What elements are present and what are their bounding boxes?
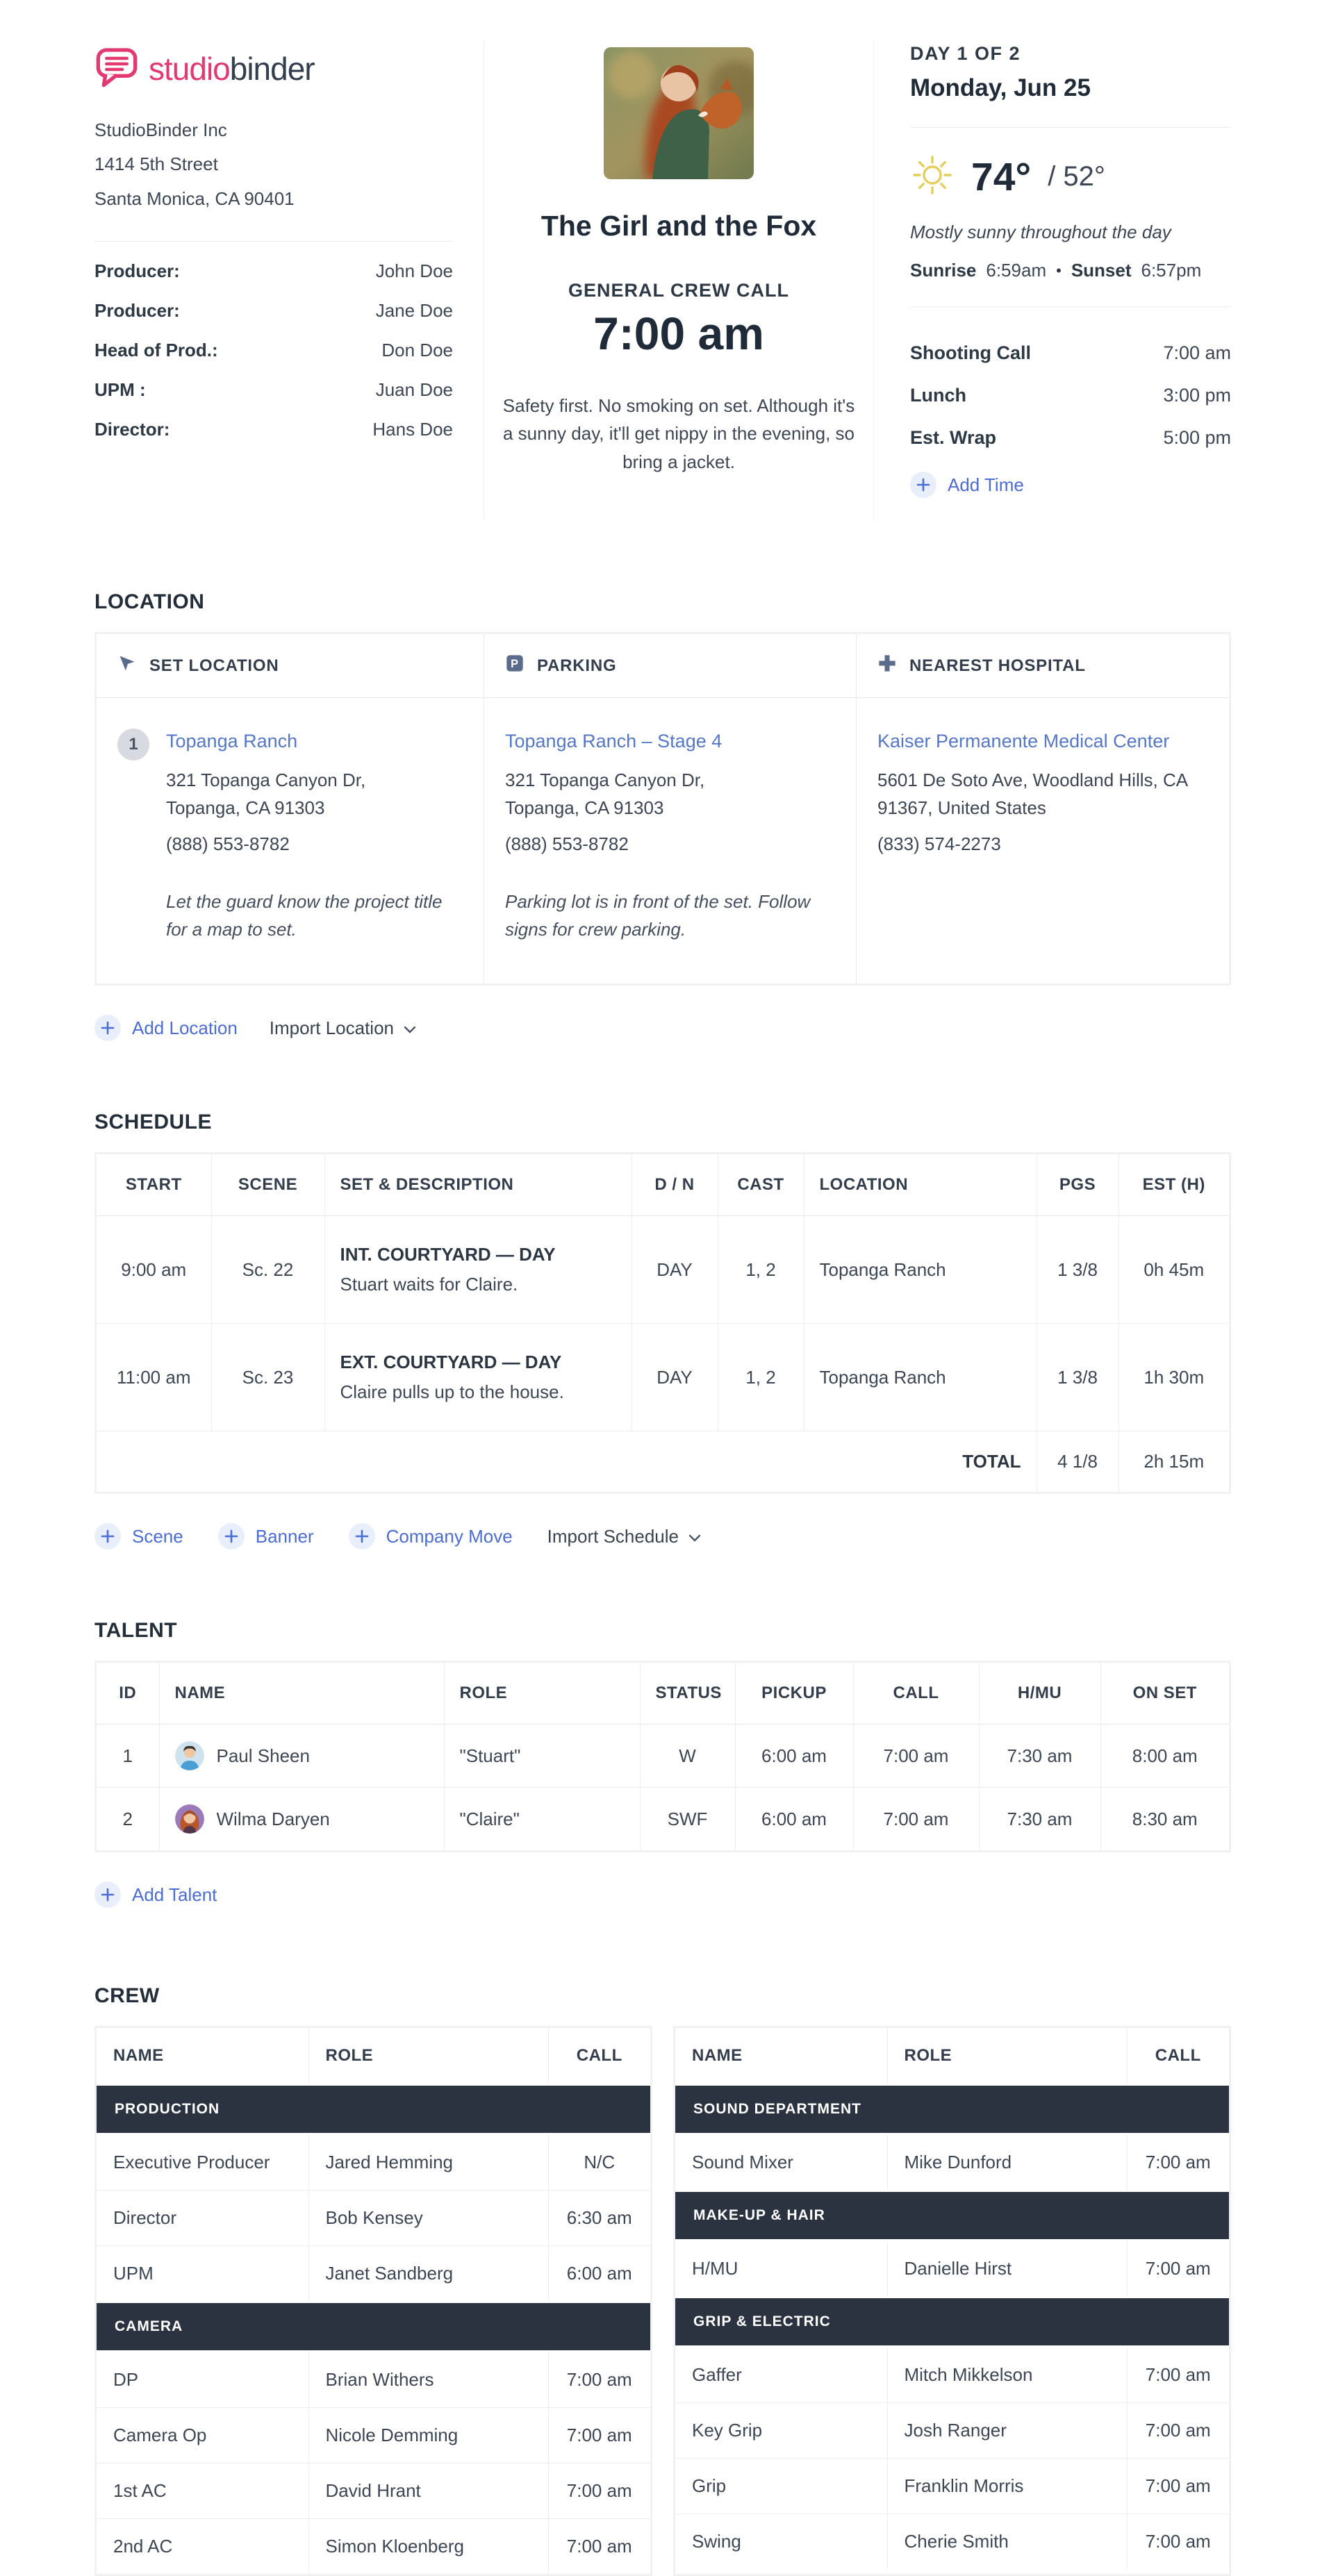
temp-low: / 52° (1048, 161, 1105, 192)
col-name: NAME (159, 1663, 444, 1725)
time-row (910, 417, 1231, 459)
speech-bubble-logo-icon (94, 44, 139, 92)
hospital-address2: 91367, United States (877, 797, 1046, 819)
crew-section-title: CREW (94, 1984, 160, 2008)
time-label: Est. Wrap (910, 427, 997, 448)
crew-row (675, 2241, 1229, 2297)
set-location-header-label: SET LOCATION (149, 656, 279, 675)
cell-role: Bob Kensey (308, 2191, 548, 2246)
company-name: StudioBinder Inc (94, 119, 227, 140)
schedule-actions (94, 1523, 1231, 1549)
crew-row (97, 2463, 650, 2519)
cell-status: W (640, 1725, 735, 1788)
sunset-label: Sunset (1071, 260, 1132, 281)
cell-role: David Hrant (308, 2463, 548, 2519)
cell-role: Simon Kloenberg (308, 2519, 548, 2575)
time-value: 7:00 am (1163, 342, 1231, 363)
add-talent-label: Add Talent (132, 1884, 217, 1905)
parking-address1: 321 Topanga Canyon Dr, (505, 769, 705, 790)
cell-name: 1st AC (97, 2463, 308, 2519)
col-call: CALL (1127, 2028, 1229, 2085)
cell-role: Josh Ranger (887, 2403, 1127, 2459)
scene-slugline: INT. COURTYARD — DAY (340, 1244, 556, 1265)
company-street: 1414 5th Street (94, 153, 218, 175)
contact-row (94, 251, 453, 291)
contact-name: Juan Doe (375, 379, 453, 401)
cell-hmu: 7:30 am (979, 1725, 1100, 1788)
crew-department-band (97, 2085, 650, 2134)
set-location-header (97, 634, 484, 698)
cell-role: Mike Dunford (887, 2134, 1127, 2191)
cell-onset: 8:30 am (1100, 1788, 1229, 1851)
weather-summary (910, 153, 1231, 201)
contact-name: Don Doe (381, 340, 453, 361)
set-location-address1: 321 Topanga Canyon Dr, (166, 769, 366, 790)
cell-id: 1 (97, 1725, 159, 1788)
talent-section (94, 1619, 1231, 1908)
schedule-row (97, 1216, 1229, 1324)
hospital-body (857, 698, 1229, 899)
add-time-button[interactable] (910, 472, 1024, 498)
cell-start: 11:00 am (97, 1324, 211, 1431)
location-grid (97, 634, 1229, 983)
cell-est: 1h 30m (1118, 1324, 1229, 1431)
hospital-header-label: NEAREST HOSPITAL (909, 656, 1086, 675)
add-scene-button[interactable] (94, 1523, 183, 1549)
cell-role: "Claire" (444, 1788, 640, 1851)
crew-table-right (673, 2026, 1231, 2576)
cell-name: Grip (675, 2459, 887, 2514)
crew-row (97, 2134, 650, 2191)
cell-set-description (324, 1216, 632, 1324)
crew-row (675, 2347, 1229, 2403)
contact-name: Jane Doe (375, 300, 453, 322)
sunrise-label: Sunrise (910, 260, 977, 281)
schedule-table (97, 1154, 1229, 1492)
contact-label: UPM : (94, 379, 146, 401)
day-counter: DAY 1 OF 2 (910, 43, 1021, 64)
schedule-total-row (97, 1431, 1229, 1493)
scene-description: Stuart waits for Claire. (340, 1274, 518, 1295)
crew-table (97, 2028, 650, 2574)
cell-name: Sound Mixer (675, 2134, 887, 2191)
cell-role: Jared Hemming (308, 2134, 548, 2191)
studiobinder-logo (94, 44, 453, 92)
cell-start: 9:00 am (97, 1216, 211, 1324)
cell-day-night: DAY (632, 1324, 718, 1431)
time-value: 5:00 pm (1163, 427, 1231, 448)
schedule-header-row (97, 1154, 1229, 1216)
crew-table-left (94, 2026, 652, 2576)
cell-scene: Sc. 23 (211, 1324, 324, 1431)
scene-slugline: EXT. COURTYARD — DAY (340, 1352, 562, 1373)
hospital-header (857, 634, 1229, 698)
safety-note: Safety first. No smoking on set. Although it's a sunny day, it'll get nippy in the evening, so bring a jacket. (502, 395, 855, 472)
contact-row (94, 291, 453, 331)
cell-call: 7:00 am (1127, 2459, 1229, 2514)
add-banner-button[interactable] (218, 1523, 314, 1549)
set-location-name-link[interactable]: Topanga Ranch (166, 731, 298, 751)
set-location-column (97, 634, 484, 983)
crew-row (675, 2403, 1229, 2459)
production-company-address (94, 113, 453, 216)
total-est: 2h 15m (1118, 1431, 1229, 1493)
contact-name: Hans Doe (372, 419, 453, 440)
department-label: CAMERA (97, 2302, 650, 2352)
contact-row (94, 370, 453, 410)
sunset-time: 6:57pm (1141, 260, 1202, 281)
cell-call: 7:00 am (853, 1788, 979, 1851)
crew-row (675, 2459, 1229, 2514)
general-crew-call-time: 7:00 am (593, 308, 764, 359)
cell-call: 7:00 am (853, 1725, 979, 1788)
col-call: CALL (853, 1663, 979, 1725)
parking-phone: (888) 553-8782 (505, 833, 629, 855)
crew-row (97, 2408, 650, 2463)
time-row (910, 374, 1231, 417)
cell-name (159, 1788, 444, 1851)
header-left-column (94, 40, 484, 521)
crew-department-band (675, 2297, 1229, 2347)
hospital-cross-icon (877, 654, 897, 678)
set-location-body (97, 698, 484, 983)
chevron-down-icon (404, 1017, 416, 1039)
cell-scene: Sc. 22 (211, 1216, 324, 1324)
time-row (910, 332, 1231, 374)
contact-label: Producer: (94, 300, 180, 322)
col-pickup: PICKUP (735, 1663, 853, 1725)
cell-id: 2 (97, 1788, 159, 1851)
chevron-down-icon (688, 1526, 701, 1547)
parking-header (484, 634, 856, 698)
cell-name: UPM (97, 2246, 308, 2302)
add-company-move-label: Company Move (386, 1525, 513, 1547)
set-location-note: Let the guard know the project title for a map to set. (166, 890, 443, 940)
cell-call: 7:00 am (1127, 2514, 1229, 2570)
contact-row (94, 410, 453, 449)
crew-header-row (97, 2028, 650, 2085)
cell-role: Nicole Demming (308, 2408, 548, 2463)
contacts-list (94, 251, 453, 449)
contact-label: Producer: (94, 260, 180, 282)
hospital-address1: 5601 De Soto Ave, Woodland Hills, CA (877, 769, 1189, 790)
header-right-column (874, 40, 1231, 521)
crew-row (675, 2514, 1229, 2570)
cell-est: 0h 45m (1118, 1216, 1229, 1324)
location-number-badge: 1 (117, 729, 149, 761)
hospital-column (856, 634, 1229, 983)
department-label: GRIP & ELECTRIC (675, 2297, 1229, 2347)
temp-high: 74° (971, 154, 1032, 199)
crew-row (97, 2191, 650, 2246)
department-label: SOUND DEPARTMENT (675, 2085, 1229, 2134)
crew-row (97, 2246, 650, 2302)
talent-header-row (97, 1663, 1229, 1725)
contact-row (94, 331, 453, 370)
crew-header-row (675, 2028, 1229, 2085)
col-hmu: H/MU (979, 1663, 1100, 1725)
add-time-label: Add Time (948, 474, 1024, 495)
crew-section (94, 1984, 1231, 2576)
talent-row (97, 1725, 1229, 1788)
department-label: MAKE-UP & HAIR (675, 2191, 1229, 2241)
crew-department-band (675, 2191, 1229, 2241)
plus-icon (94, 1881, 121, 1908)
sunrise-sunset (910, 260, 1231, 281)
cell-call: 6:30 am (548, 2191, 650, 2246)
general-crew-call-label: GENERAL CREW CALL (568, 280, 789, 301)
cell-call: 7:00 am (548, 2352, 650, 2408)
schedule-row (97, 1324, 1229, 1431)
company-city: Santa Monica, CA 90401 (94, 188, 295, 209)
crew-table (675, 2028, 1229, 2569)
cell-call: 7:00 am (1127, 2347, 1229, 2403)
col-scene: SCENE (211, 1154, 324, 1216)
location-panel (94, 632, 1231, 986)
import-location-label: Import Location (269, 1017, 395, 1038)
svg-text:P: P (511, 657, 519, 670)
sun-icon (910, 153, 955, 201)
cell-name: Director (97, 2191, 308, 2246)
cell-role: "Stuart" (444, 1725, 640, 1788)
cell-call: 6:00 am (548, 2246, 650, 2302)
plus-icon (910, 472, 936, 498)
logo-wordmark: studiobinder (149, 50, 315, 87)
cell-call: 7:00 am (548, 2408, 650, 2463)
col-day-night: D / N (632, 1154, 718, 1216)
contact-name: John Doe (375, 260, 453, 282)
contact-label: Director: (94, 419, 170, 440)
col-onset: ON SET (1100, 1663, 1229, 1725)
parking-body (484, 698, 856, 983)
department-label: PRODUCTION (97, 2085, 650, 2134)
import-schedule-dropdown[interactable] (547, 1526, 701, 1547)
cell-name: Key Grip (675, 2403, 887, 2459)
cell-call: 7:00 am (548, 2463, 650, 2519)
time-value: 3:00 pm (1163, 385, 1231, 406)
location-section-title: LOCATION (94, 590, 205, 613)
crew-department-band (97, 2302, 650, 2352)
col-role: ROLE (444, 1663, 640, 1725)
parking-name-link[interactable]: Topanga Ranch – Stage 4 (505, 731, 723, 751)
cell-onset: 8:00 am (1100, 1725, 1229, 1788)
cell-role: Franklin Morris (887, 2459, 1127, 2514)
cell-name: DP (97, 2352, 308, 2408)
scene-description: Claire pulls up to the house. (340, 1381, 564, 1403)
cell-call: 7:00 am (548, 2519, 650, 2575)
cell-location: Topanga Ranch (804, 1324, 1037, 1431)
schedule-section-title: SCHEDULE (94, 1111, 213, 1134)
import-location-dropdown[interactable] (270, 1017, 416, 1039)
avatar (175, 1741, 204, 1770)
cell-day-night: DAY (632, 1216, 718, 1324)
header (94, 40, 1231, 521)
cell-set-description (324, 1324, 632, 1431)
cell-cast: 1, 2 (718, 1324, 804, 1431)
forecast-text: Mostly sunny throughout the day (910, 222, 1171, 242)
cell-location: Topanga Ranch (804, 1216, 1037, 1324)
talent-name-text: Paul Sheen (216, 1745, 310, 1766)
time-label: Lunch (910, 385, 966, 406)
cell-hmu: 7:30 am (979, 1788, 1100, 1851)
cell-name: 2nd AC (97, 2519, 308, 2575)
cell-call: 7:00 am (1127, 2134, 1229, 2191)
add-scene-label: Scene (132, 1525, 183, 1547)
col-id: ID (97, 1663, 159, 1725)
crew-department-band (675, 2085, 1229, 2134)
col-pgs: PGS (1037, 1154, 1118, 1216)
cell-name: H/MU (675, 2241, 887, 2297)
hospital-name-link[interactable]: Kaiser Permanente Medical Center (877, 731, 1170, 751)
col-est: EST (H) (1118, 1154, 1229, 1216)
schedule-section (94, 1111, 1231, 1549)
cell-status: SWF (640, 1788, 735, 1851)
time-label: Shooting Call (910, 342, 1031, 363)
crew-row (97, 2352, 650, 2408)
avatar (175, 1804, 204, 1834)
cell-call: 7:00 am (1127, 2241, 1229, 2297)
parking-header-label: PARKING (537, 656, 617, 675)
col-name: NAME (97, 2028, 308, 2085)
parking-column (484, 634, 856, 983)
divider (910, 306, 1231, 307)
cell-cast: 1, 2 (718, 1216, 804, 1324)
divider (910, 127, 1231, 128)
add-location-button[interactable] (94, 1015, 238, 1041)
talent-table-wrapper (94, 1661, 1231, 1852)
divider (94, 241, 453, 242)
import-schedule-label: Import Schedule (547, 1525, 679, 1547)
cell-pgs: 1 3/8 (1037, 1324, 1118, 1431)
plus-icon (94, 1015, 121, 1041)
cell-pickup: 6:00 am (735, 1788, 853, 1851)
header-center-column (484, 40, 874, 521)
hospital-phone: (833) 574-2273 (877, 833, 1001, 855)
add-location-label: Add Location (132, 1017, 238, 1038)
set-location-address2: Topanga, CA 91303 (166, 797, 325, 819)
cell-role: Brian Withers (308, 2352, 548, 2408)
cell-pickup: 6:00 am (735, 1725, 853, 1788)
cell-role: Janet Sandberg (308, 2246, 548, 2302)
parking-address2: Topanga, CA 91303 (505, 797, 664, 819)
talent-section-title: TALENT (94, 1619, 178, 1643)
schedule-table-wrapper (94, 1152, 1231, 1494)
talent-actions (94, 1881, 1231, 1908)
cell-name: Executive Producer (97, 2134, 308, 2191)
sunrise-time: 6:59am (986, 260, 1047, 281)
col-set-description: SET & DESCRIPTION (324, 1154, 632, 1216)
cell-call: 7:00 am (1127, 2403, 1229, 2459)
location-section (94, 590, 1231, 1041)
col-start: START (97, 1154, 211, 1216)
contact-label: Head of Prod.: (94, 340, 218, 361)
total-label: TOTAL (97, 1431, 1037, 1493)
cell-role: Cherie Smith (887, 2514, 1127, 2570)
plus-icon (218, 1523, 245, 1549)
col-role: ROLE (308, 2028, 548, 2085)
crew-row (675, 2134, 1229, 2191)
crew-row (97, 2519, 650, 2575)
cell-call: N/C (548, 2134, 650, 2191)
col-status: STATUS (640, 1663, 735, 1725)
col-location: LOCATION (804, 1154, 1037, 1216)
key-times-list (910, 332, 1231, 459)
talent-name-text: Wilma Daryen (216, 1808, 330, 1829)
talent-row (97, 1788, 1229, 1851)
parking-icon (505, 654, 525, 678)
add-company-move-button[interactable] (349, 1523, 513, 1549)
shoot-date: Monday, Jun 25 (910, 74, 1091, 101)
parking-note: Parking lot is in front of the set. Follow signs for crew parking. (505, 890, 811, 940)
cell-role: Mitch Mikkelson (887, 2347, 1127, 2403)
cell-pgs: 1 3/8 (1037, 1216, 1118, 1324)
project-hero-image (604, 47, 754, 179)
talent-table (97, 1663, 1229, 1850)
cell-name: Gaffer (675, 2347, 887, 2403)
add-banner-label: Banner (255, 1525, 314, 1547)
project-title: The Girl and the Fox (540, 210, 817, 242)
cell-name (159, 1725, 444, 1788)
col-role: ROLE (887, 2028, 1127, 2085)
location-actions (94, 1015, 1231, 1041)
crew-tables (94, 2026, 1231, 2576)
col-name: NAME (675, 2028, 887, 2085)
plus-icon (349, 1523, 375, 1549)
cell-role: Danielle Hirst (887, 2241, 1127, 2297)
set-location-phone: (888) 553-8782 (166, 833, 290, 855)
add-talent-button[interactable] (94, 1881, 217, 1908)
dot-separator: • (1056, 261, 1062, 279)
cell-name: Swing (675, 2514, 887, 2570)
col-cast: CAST (718, 1154, 804, 1216)
cell-name: Camera Op (97, 2408, 308, 2463)
col-call: CALL (548, 2028, 650, 2085)
plus-icon (94, 1523, 121, 1549)
navigation-arrow-icon (117, 654, 137, 678)
total-pgs: 4 1/8 (1037, 1431, 1118, 1493)
